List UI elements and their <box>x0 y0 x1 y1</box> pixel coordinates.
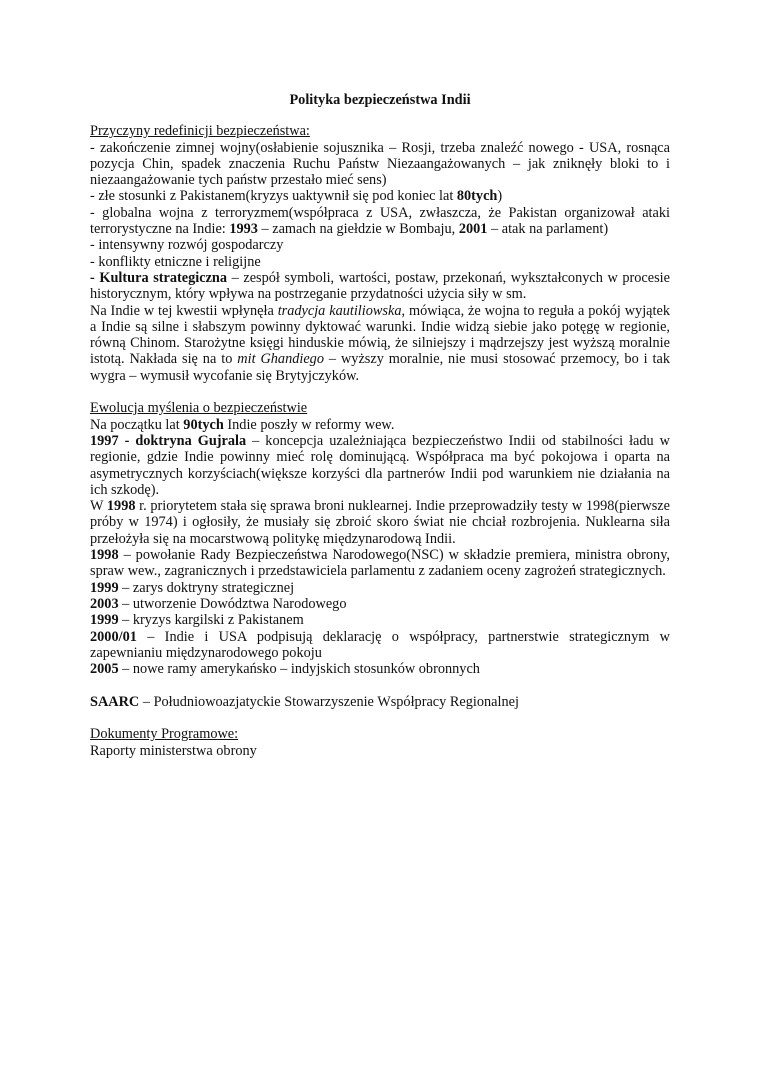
evolution-2005: 2005 – nowe ramy amerykańsko – indyjskich stosunków obronnych <box>90 661 480 678</box>
cause-strategic-culture: - Kultura strategiczna – zespół symboli, wartości, postaw, przekonań, wykształconych w procesie historycznym, który wpływa na postrzeganie przydatności użycia siły w sm. <box>90 269 670 303</box>
evolution-1999-kargil: 1999 – kryzys kargilski z Pakistanem <box>90 612 304 629</box>
evolution-gujral: 1997 - doktryna Gujrala – koncepcja uzależniająca bezpieczeństwo Indii od stabilności ładu w regionie, gdzie Indie powinny mieć rolę dominującą. Współpraca ma być pokojowa i oparta na asymetrycznych korzyściach(większe korzyści dla partnerów Indii pod warunkiem nie działania na ich szkodę). <box>90 432 670 498</box>
cause-cold-war: - zakończenie zimnej wojny(osłabienie sojusznika – Rosji, trzeba znaleźć nowego - USA, rosnąca pozycja Chin, spadek znaczenia Ruchu Państw Niezaangażowanych – jak zniknęły bloki to i niezaangażowanie tych państw przestało mieć sens) <box>90 139 670 189</box>
section-heading-documents: Dokumenty Programowe: <box>90 726 239 743</box>
cause-pakistan: - złe stosunki z Pakistanem(kryzys uaktywnił się pod koniec lat 80tych) <box>90 188 503 205</box>
spacer <box>90 677 670 693</box>
evolution-90s: Na początku lat 90tych Indie poszły w reformy wew. <box>90 416 395 433</box>
spacer <box>90 710 670 726</box>
evolution-2000: 2000/01 – Indie i USA podpisują deklarację o współpracy, partnerstwie strategicznym w zapewnianiu międzynarodowego pokoju <box>90 628 670 661</box>
evolution-1999-doctrine: 1999 – zarys doktryny strategicznej <box>90 579 295 596</box>
documents-line: Raporty ministerstwa obrony <box>90 742 257 759</box>
section-heading-evolution: Ewolucja myślenia o bezpieczeństwie <box>90 400 308 417</box>
cause-conflicts: - konflikty etniczne i religijne <box>90 253 261 270</box>
spacer <box>90 384 670 400</box>
section-heading-causes: Przyczyny redefinicji bezpieczeństwa: <box>90 123 310 140</box>
cause-terrorism: - globalna wojna z terroryzmem(współpraca z USA, zwłaszcza, że Pakistan organizował ataki terrorystyczne na Indie: 1993 – zamach na giełdzie w Bombaju, 2001 – atak na parlament) <box>90 204 670 238</box>
evolution-2003: 2003 – utworzenie Dowództwa Narodowego <box>90 595 347 612</box>
document-title: Polityka bezpieczeństwa Indii <box>289 92 471 108</box>
cause-economy: - intensywny rozwój gospodarczy <box>90 237 284 254</box>
evolution-nsc: 1998 – powołanie Rady Bezpieczeństwa Narodowego(NSC) w składzie premiera, ministra obrony, spraw wew., zagranicznych i przedstawiciela parlamentu z zadaniem oceny zagrożeń strategicznych. <box>90 547 670 580</box>
paragraph-kautilya: Na Indie w tej kwestii wpłynęła tradycja kautiliowska, mówiąca, że wojna to reguła a pokój wyjątek a Indie są silne i słabszym powinny dyktować warunki. Indie widzą siebie jako potęgę w regionie, równą Chinom. Starożytne księgi hinduskie mówią, że silniejszy i mądrzejszy jest wyższą moralnie istotą. Nakłada się na to mit Ghandiego – wyższy moralnie, nie musi stosować przemocy, bo i tak wygra – wymusił wycofanie się Brytyjczyków. <box>90 302 670 384</box>
evolution-nuclear: W 1998 r. priorytetem stała się sprawa broni nuklearnej. Indie przeprowadziły testy w 1998(pierwsze próby w 1974) i ogłosiły, że musiały się zbroić skoro świat nie chciał rozbrojenia. Nuklearna siła przełożyła się na mocarstwową politykę międzynarodową Indii. <box>90 498 670 547</box>
saarc-line: SAARC – Południowoazjatyckie Stowarzyszenie Współpracy Regionalnej <box>90 693 519 710</box>
document-page <box>90 92 670 759</box>
